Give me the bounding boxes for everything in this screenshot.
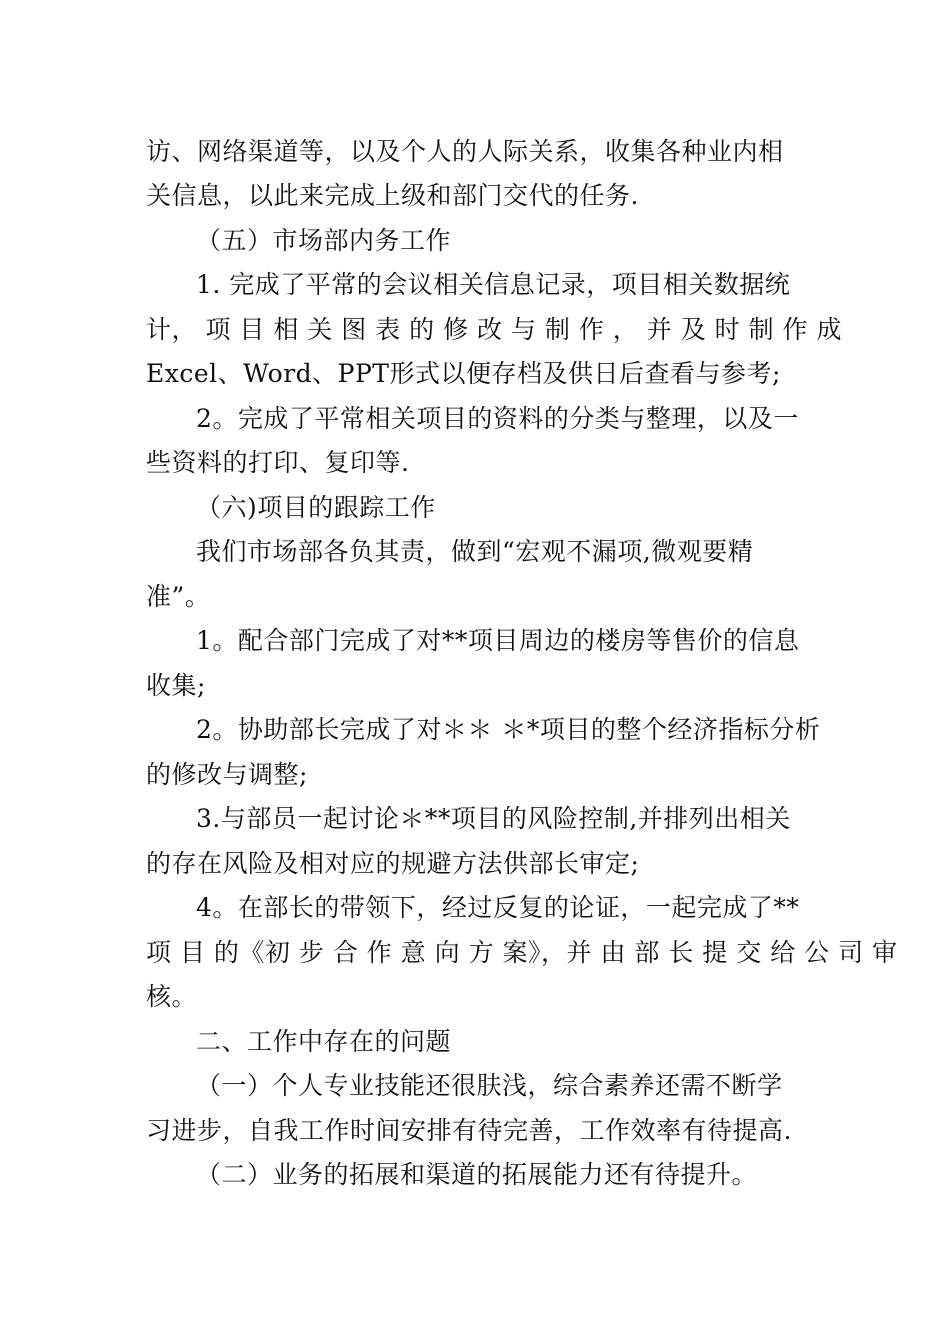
paragraph-line: 我们市场部各负其责，做到“宏观不漏项,微观要精 bbox=[196, 537, 754, 566]
section-heading: （六)项目的跟踪工作 bbox=[196, 493, 436, 522]
paragraph-line: 收集; bbox=[146, 671, 206, 700]
paragraph-line: 4。在部长的带领下，经过反复的论证，一起完成了** bbox=[196, 893, 800, 922]
paragraph-line: 的修改与调整; bbox=[146, 760, 308, 789]
paragraph-line: 关信息，以此来完成上级和部门交代的任务. bbox=[146, 181, 639, 210]
paragraph-line: 2。协助部长完成了对＊＊ ＊*项目的整个经济指标分析 bbox=[196, 715, 821, 744]
paragraph-line: 2。完成了平常相关项目的资料的分类与整理，以及一 bbox=[196, 404, 799, 433]
paragraph-line: 核。 bbox=[146, 982, 198, 1011]
paragraph-line: 访、网络渠道等，以及个人的人际关系，收集各种业内相 bbox=[146, 137, 784, 166]
paragraph-line: （一）个人专业技能还很肤浅，综合素养还需不断学 bbox=[196, 1071, 783, 1100]
paragraph-line: 计， 项 目 相 关 图 表 的 修 改 与 制 作 ， 并 及 时 制 作 成 bbox=[146, 315, 842, 344]
paragraph-line: （二）业务的拓展和渠道的拓展能力还有待提升。 bbox=[196, 1160, 758, 1189]
paragraph-line: 的存在风险及相对应的规避方法供部长审定; bbox=[146, 849, 640, 878]
paragraph-line: 准”。 bbox=[146, 582, 211, 611]
paragraph-line: 1. 完成了平常的会议相关信息记录，项目相关数据统 bbox=[196, 270, 791, 299]
paragraph-line: 3.与部员一起讨论＊**项目的风险控制,并排列出相关 bbox=[196, 804, 791, 833]
paragraph-line: 项 目 的《初 步 合 作 意 向 方 案》，并 由 部 长 提 交 给 公 司 审 bbox=[146, 938, 898, 967]
paragraph-line: 些资料的打印、复印等. bbox=[146, 448, 410, 477]
section-heading: 二、工作中存在的问题 bbox=[196, 1027, 452, 1056]
section-heading: （五）市场部内务工作 bbox=[196, 226, 452, 255]
paragraph-line: 1。配合部门完成了对**项目周边的楼房等售价的信息 bbox=[196, 626, 800, 655]
paragraph-line: Excel、Word、PPT形式以便存档及供日后查看与参考; bbox=[146, 359, 781, 388]
paragraph-line: 习进步，自我工作时间安排有待完善，工作效率有待提高. bbox=[146, 1116, 792, 1145]
